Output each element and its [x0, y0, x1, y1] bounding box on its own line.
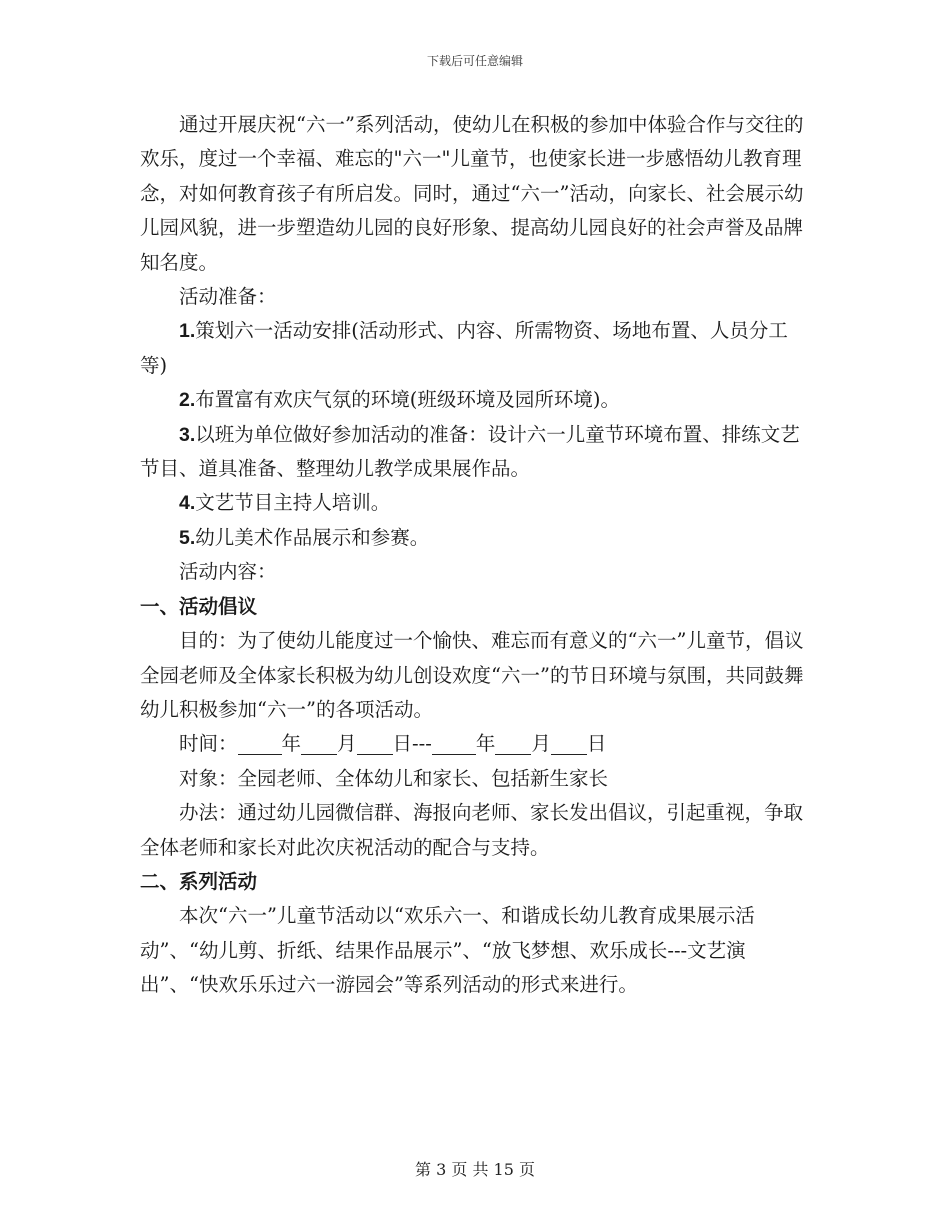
method-paragraph: 办法：通过幼儿园微信群、海报向老师、家长发出倡议，引起重视，争取全体老师和家长对此次庆祝活动的配合与支持。: [140, 801, 804, 859]
blank-field: [238, 732, 282, 755]
prep-item: 2.布置富有欢庆气氛的环境(班级环境及园所环境)。: [179, 388, 620, 412]
purpose-paragraph: 目的：为了使幼儿能度过一个愉快、难忘而有意义的“六一”儿童节，倡议全园老师及全体家长积极为幼儿创设欢度“六一”的节日环境与氛围，共同鼓舞幼儿积极参加“六一”的各项活动。: [140, 629, 804, 721]
target-line: 对象：全园老师、全体幼儿和家长、包括新生家长: [179, 766, 609, 790]
prep-title: 活动准备：: [179, 285, 277, 309]
document-body: [140, 108, 806, 1003]
prep-item: 5.幼儿美术作品展示和参赛。: [179, 525, 430, 549]
section-heading: 二、系列活动: [140, 869, 258, 893]
blank-field: [301, 732, 337, 755]
intro-paragraph: 通过开展庆祝“六一”系列活动，使幼儿在积极的参加中体验合作与交往的欢乐，度过一个幸福、难忘的"六一"儿童节，也使家长进一步感悟幼儿教育理念，对如何教育孩子有所启发。同时，通过“六一”活动，向家长、社会展示幼儿园风貌，进一步塑造幼儿园的良好形象、提高幼儿园良好的社会声誉及品牌知名度。: [140, 113, 804, 274]
blank-field: [551, 732, 587, 755]
prep-item: 1.策划六一活动安排(活动形式、内容、所需物资、场地布置、人员分工等): [140, 319, 788, 377]
blank-field: [432, 732, 476, 755]
blank-field: [495, 732, 531, 755]
page-footer: 第 3 页 共 15 页: [415, 1160, 535, 1179]
page-header-note: 下载后可任意编辑: [426, 54, 523, 68]
time-line: 时间： 年 月 日--- 年 月 日: [179, 732, 607, 756]
section-heading: 一、活动倡议: [140, 594, 258, 618]
prep-item: 3.以班为单位做好参加活动的准备：设计六一儿童节环境布置、排练文艺节目、道具准备、整理幼儿教学成果展作品。: [140, 422, 800, 481]
prep-item: 4.文艺节目主持人培训。: [179, 491, 391, 515]
blank-field: [357, 732, 393, 755]
content-title: 活动内容：: [179, 560, 277, 584]
series-paragraph: 本次“六一”儿童节活动以“欢乐六一、和谐成长幼儿教育成果展示活动”、“幼儿剪、折纸、结果作品展示”、“放飞梦想、欢乐成长---文艺演出”、“快欢乐乐过六一游园会”等系列活动的形式来进行。: [140, 904, 755, 997]
